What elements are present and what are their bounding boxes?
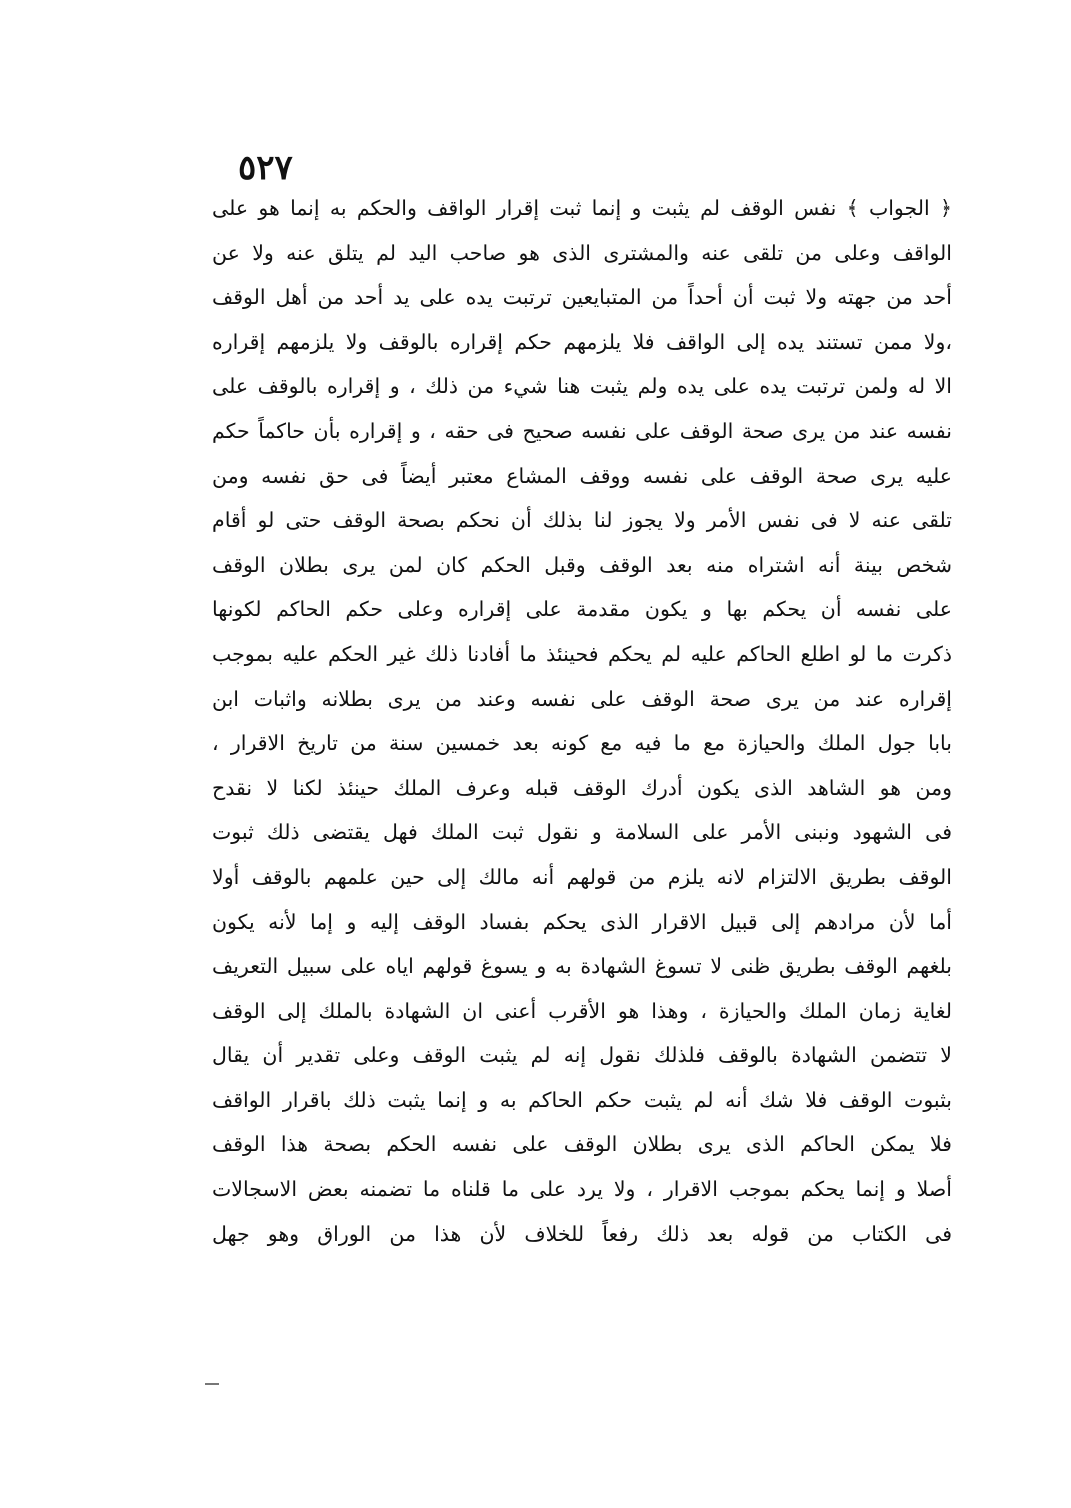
text-line: ،ولا ممن تستند يده إلى الواقف فلا يلزمهم حكم إقراره بالوقف ولا يلزمهم إقراره: [212, 329, 952, 354]
text-line: ﴿ الجواب ﴾ نفس الوقف لم يثبت و إنما ثبت إقرار الواقف والحكم به إنما هو على: [212, 196, 952, 220]
text-line: عليه يرى صحة الوقف على نفسه ووقف المشاع معتبر أيضاً فى حق نفسه ومن: [212, 463, 952, 488]
text-line: على نفسه أن يحكم بها و يكون مقدمة على إقراره وعلى حكم الحاكم لكونها: [212, 597, 952, 622]
text-line: ذكرت ما لو اطلع الحاكم عليه لم يحكم فحينئذ ما أفادنا ذلك غير الحكم عليه بموجب: [212, 641, 952, 666]
text-line: الا له ولمن ترتبت يده على يده ولم يثبت هنا شيء من ذلك ، و إقراره بالوقف على: [212, 374, 952, 399]
text-line: أصلا و إنما يحكم بموجب الاقرار ، ولا يرد على ما قلناه ما تضمنه بعض الاسجالات: [212, 1177, 952, 1202]
scan-mark: [205, 1383, 219, 1385]
text-line: تلقى عنه لا فى نفس الأمر ولا يجوز لنا بذلك أن نحكم بصحة الوقف حتى لو أقام: [212, 508, 952, 533]
page-number: ٥٢٧: [238, 148, 293, 188]
text-line: إقراره عند من يرى صحة الوقف على نفسه وعند من يرى بطلانه واثبات ابن: [212, 686, 952, 711]
text-line: الوقف بطريق الالتزام لانه يلزم من قولهم أنه مالك إلى حين علمهم بالوقف أولا: [212, 864, 952, 889]
text-line: لغاية زمان الملك والحيازة ، وهذا هو الأقرب أعنى ان الشهادة بالملك إلى الوقف: [212, 998, 952, 1023]
text-line: بلغهم الوقف بطريق ظنى لا تسوغ الشهادة به و يسوغ قولهم اياه على سبيل التعريف: [212, 954, 952, 979]
text-line: نفسه عند من يرى صحة الوقف على نفسه صحيح فى حقه ، و إقراره بأن حاكماً حكم: [212, 418, 952, 443]
text-line: أحد من جهته ولا ثبت أن أحداً من المتبايعين ترتبت يده على يد أحد من أهل الوقف: [212, 285, 952, 310]
text-line: شخص بينة أنه اشتراه منه بعد الوقف وقبل الحكم كان لمن يرى بطلان الوقف: [212, 552, 952, 577]
text-line: الواقف وعلى من تلقى عنه والمشترى الذى هو صاحب اليد لم يتلق عنه ولا عن: [212, 240, 952, 265]
text-line: بثبوت الوقف فلا شك أنه لم يثبت حكم الحاكم به و إنما يثبت ذلك باقرار الواقف: [212, 1087, 952, 1112]
text-line: فى الكتاب من قوله بعد ذلك رفعاً للخلاف لأن هذا من الوراق وهو جهل: [212, 1221, 952, 1246]
text-line: فى الشهود ونبنى الأمر على السلامة و نقول ثبت الملك فهل يقتضى ذلك ثبوت: [212, 820, 952, 845]
text-line: فلا يمكن الحاكم الذى يرى بطلان الوقف على نفسه الحكم بصحة هذا الوقف: [212, 1132, 952, 1157]
text-line: ومن هو الشاهد الذى يكون أدرك الوقف قبله وعرف الملك حينئذ لكنا لا نقدح: [212, 775, 952, 800]
body-text: [212, 186, 952, 1256]
text-line: لا تتضمن الشهادة بالوقف فلذلك نقول إنه لم يثبت الوقف وعلى تقدير أن يقال: [212, 1043, 952, 1068]
text-line: بابا جول الملك والحيازة مع ما فيه مع كونه بعد خمسين سنة من تاريخ الاقرار ،: [212, 731, 952, 756]
text-line: أما لأن مرادهم إلى قبيل الاقرار الذى يحكم بفساد الوقف إليه و إما لأنه يكون: [212, 909, 952, 934]
